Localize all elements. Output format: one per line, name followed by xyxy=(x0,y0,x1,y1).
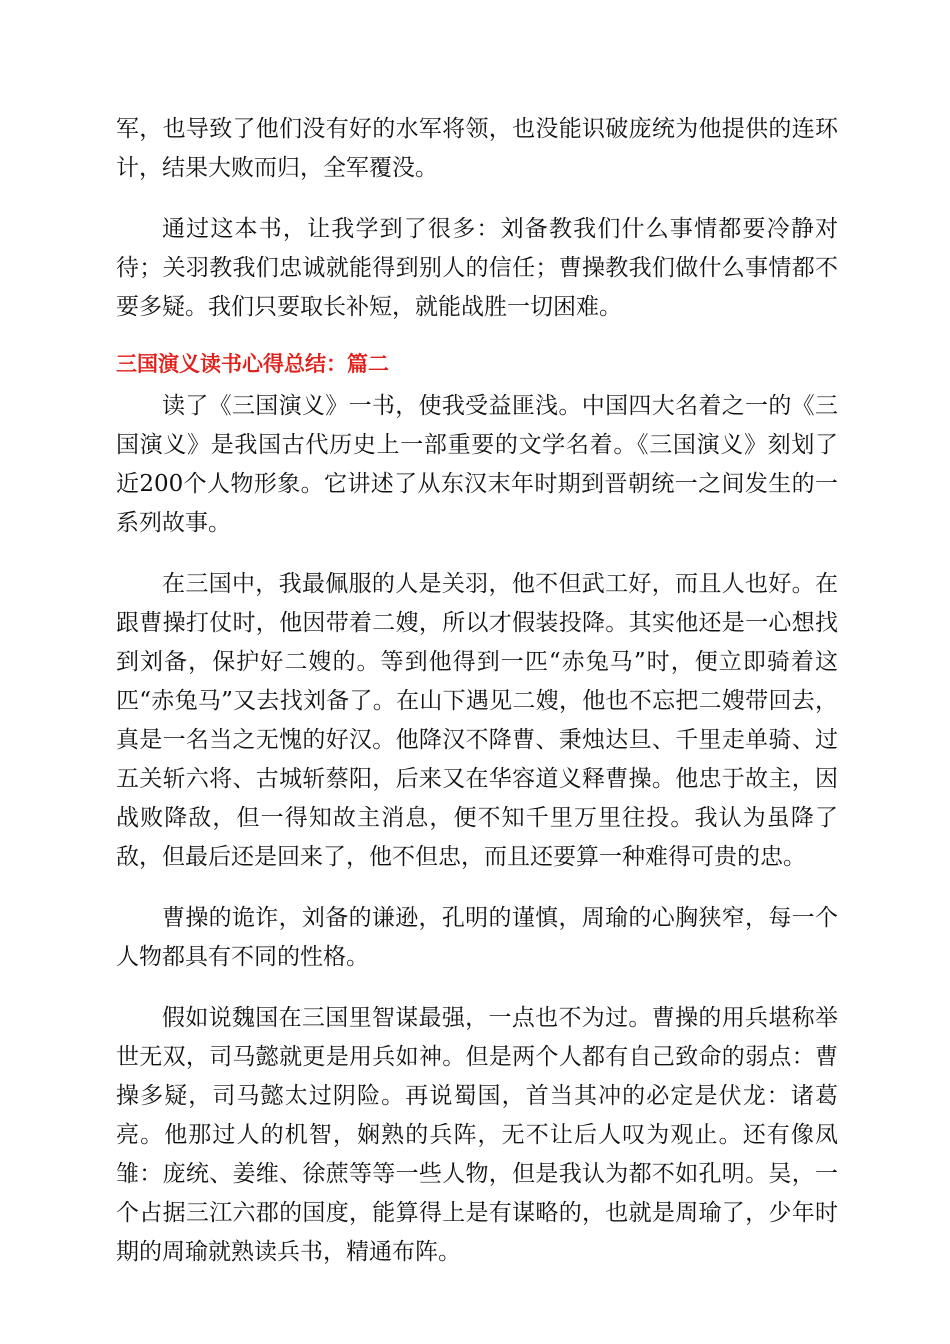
paragraph-guanyu: 在三国中，我最佩服的人是关羽，他不但武工好，而且人也好。在跟曹操打仗时，他因带着二嫂，所以才假装投降。其实他还是一心想找到刘备，保护好二嫂的。等到他得到一匹“赤兔马”时，便立即骑着这匹“赤兔马”又去找刘备了。在山下遇见二嫂，他也不忘把二嫂带回去，真是一名当之无愧的好汉。他降汉不降曹、秉烛达旦、千里走单骑、过五关斩六将、古城斩蔡阳，后来又在华容道义释曹操。他忠于故主，因战败降敌，但一得知故主消息，便不知千里万里往投。我认为虽降了敌，但最后还是回来了，他不但忠，而且还要算一种难得可贵的忠。 xyxy=(116,571,838,870)
paragraph-kingdoms: 假如说魏国在三国里智谋最强，一点也不为过。曹操的用兵堪称举世无双，司马懿就更是用兵如神。但是两个人都有自己致命的弱点：曹操多疑，司马懿太过阴险。再说蜀国，首当其冲的必定是伏龙：诸葛亮。他那过人的机智，娴熟的兵阵，无不让后人叹为观止。还有像凤雏：庞统、姜维、徐蔗等等一些人物，但是我认为都不如孔明。吴，一个占据三江六郡的国度，能算得上是有谋略的，也就是周瑜了，少年时期的周瑜就熟读兵书，精通布阵。 xyxy=(116,1005,838,1265)
paragraph-characters: 曹操的诡诈，刘备的谦逊，孔明的谨慎，周瑜的心胸狭窄，每一个人物都具有不同的性格。 xyxy=(116,905,838,970)
section-heading: 三国演义读书心得总结：篇二 xyxy=(116,352,389,376)
paragraph-intro: 读了《三国演义》一书，使我受益匪浅。中国四大名着之一的《三国演义》是我国古代历史上一部重要的文学名着。《三国演义》刻划了近200个人物形象。它讲述了从东汉末年时期到晋朝统一之间发生的一系列故事。 xyxy=(116,393,838,536)
paragraph-continued: 军，也导致了他们没有好的水军将领，也没能识破庞统为他提供的连环计，结果大败而归，全军覆没。 xyxy=(116,116,838,181)
document-page xyxy=(116,110,838,1294)
paragraph-lessons: 通过这本书，让我学到了很多：刘备教我们什么事情都要冷静对待；关羽教我们忠诚就能得到别人的信任；曹操教我们做什么事情都不要多疑。我们只要取长补短，就能战胜一切困难。 xyxy=(116,216,838,320)
